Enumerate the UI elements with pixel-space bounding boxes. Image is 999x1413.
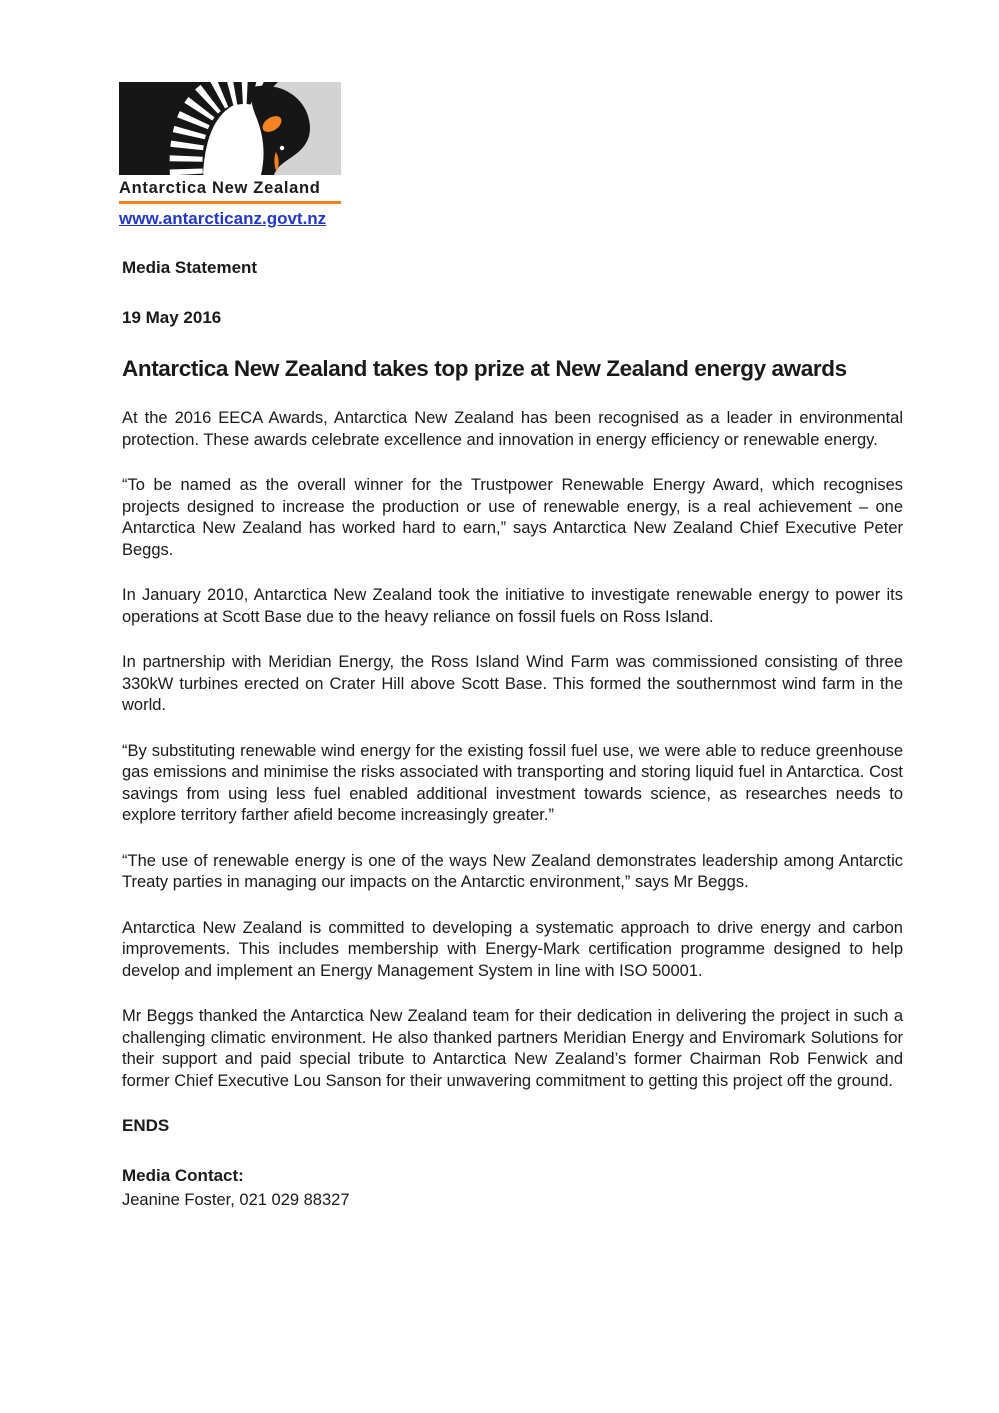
media-contact-label: Media Contact: bbox=[122, 1166, 244, 1185]
body-paragraph: “To be named as the overall winner for the Trustpower Renewable Energy Award, which recognises projects designed to increase the production or use of renewable energy, is a real achievement – one Antarctica New Zealand has worked hard to earn,” says Antarctica New Zealand Chief Executive Peter Beggs. bbox=[122, 476, 903, 559]
body-paragraph: At the 2016 EECA Awards, Antarctica New Zealand has been recognised as a leader in environmental protection. These awards celebrate excellence and innovation in energy efficiency or renewable energy. bbox=[122, 409, 903, 449]
body-paragraph: In partnership with Meridian Energy, the Ross Island Wind Farm was commissioned consisting of three 330kW turbines erected on Crater Hill above Scott Base. This formed the southernmost wind farm in the world. bbox=[122, 653, 903, 714]
penguin-logo-image bbox=[119, 82, 341, 175]
body-paragraph: “The use of renewable energy is one of the ways New Zealand demonstrates leadership among Antarctic Treaty parties in managing our impacts on the Antarctic environment,” says Mr Beggs. bbox=[122, 851, 903, 891]
kicker-media-statement: Media Statement bbox=[122, 258, 258, 277]
page-title: Antarctica New Zealand takes top prize at New Zealand energy awards bbox=[122, 356, 847, 381]
ends-marker: ENDS bbox=[122, 1116, 170, 1135]
antarctica-nz-logo bbox=[119, 82, 341, 229]
statement-date: 19 May 2016 bbox=[122, 308, 222, 327]
body-paragraph: Antarctica New Zealand is committed to developing a systematic approach to drive energy and carbon improvements. This includes membership with Energy-Mark certification programme designed to help develop and implement an Energy Management System in line with ISO 50001. bbox=[122, 918, 903, 980]
body-paragraph: Mr Beggs thanked the Antarctica New Zealand team for their dedication in delivering the project in such a challenging climatic environment. He also thanked partners Meridian Energy and Enviromark Solutions for their support and paid special tribute to Antarctica New Zealand’s former Chairman Rob Fenwick and former Chief Executive Lou Sanson for their unwavering commitment to getting this project off the ground. bbox=[122, 1007, 903, 1090]
media-contact-value: Jeanine Foster, 021 029 88327 bbox=[122, 1191, 350, 1209]
body-paragraph: In January 2010, Antarctica New Zealand took the initiative to investigate renewable energy to power its operations at Scott Base due to the heavy reliance on fossil fuels on Ross Island. bbox=[122, 586, 903, 626]
penguin-logo-icon bbox=[119, 82, 341, 175]
statement-body bbox=[122, 408, 903, 1092]
logo-wordmark: Antarctica New Zealand bbox=[119, 179, 321, 197]
body-paragraph: “By substituting renewable wind energy for the existing fossil fuel use, we were able to reduce greenhouse gas emissions and minimise the risks associated with transporting and storing liquid fuel in Antarctica. Cost savings from using less fuel enabled additional investment towards science, as researches needs to explore territory farther afield become increasingly greater.” bbox=[122, 741, 903, 824]
logo-url-link[interactable]: www.antarcticanz.govt.nz bbox=[119, 209, 327, 228]
logo-orange-rule bbox=[119, 201, 341, 204]
